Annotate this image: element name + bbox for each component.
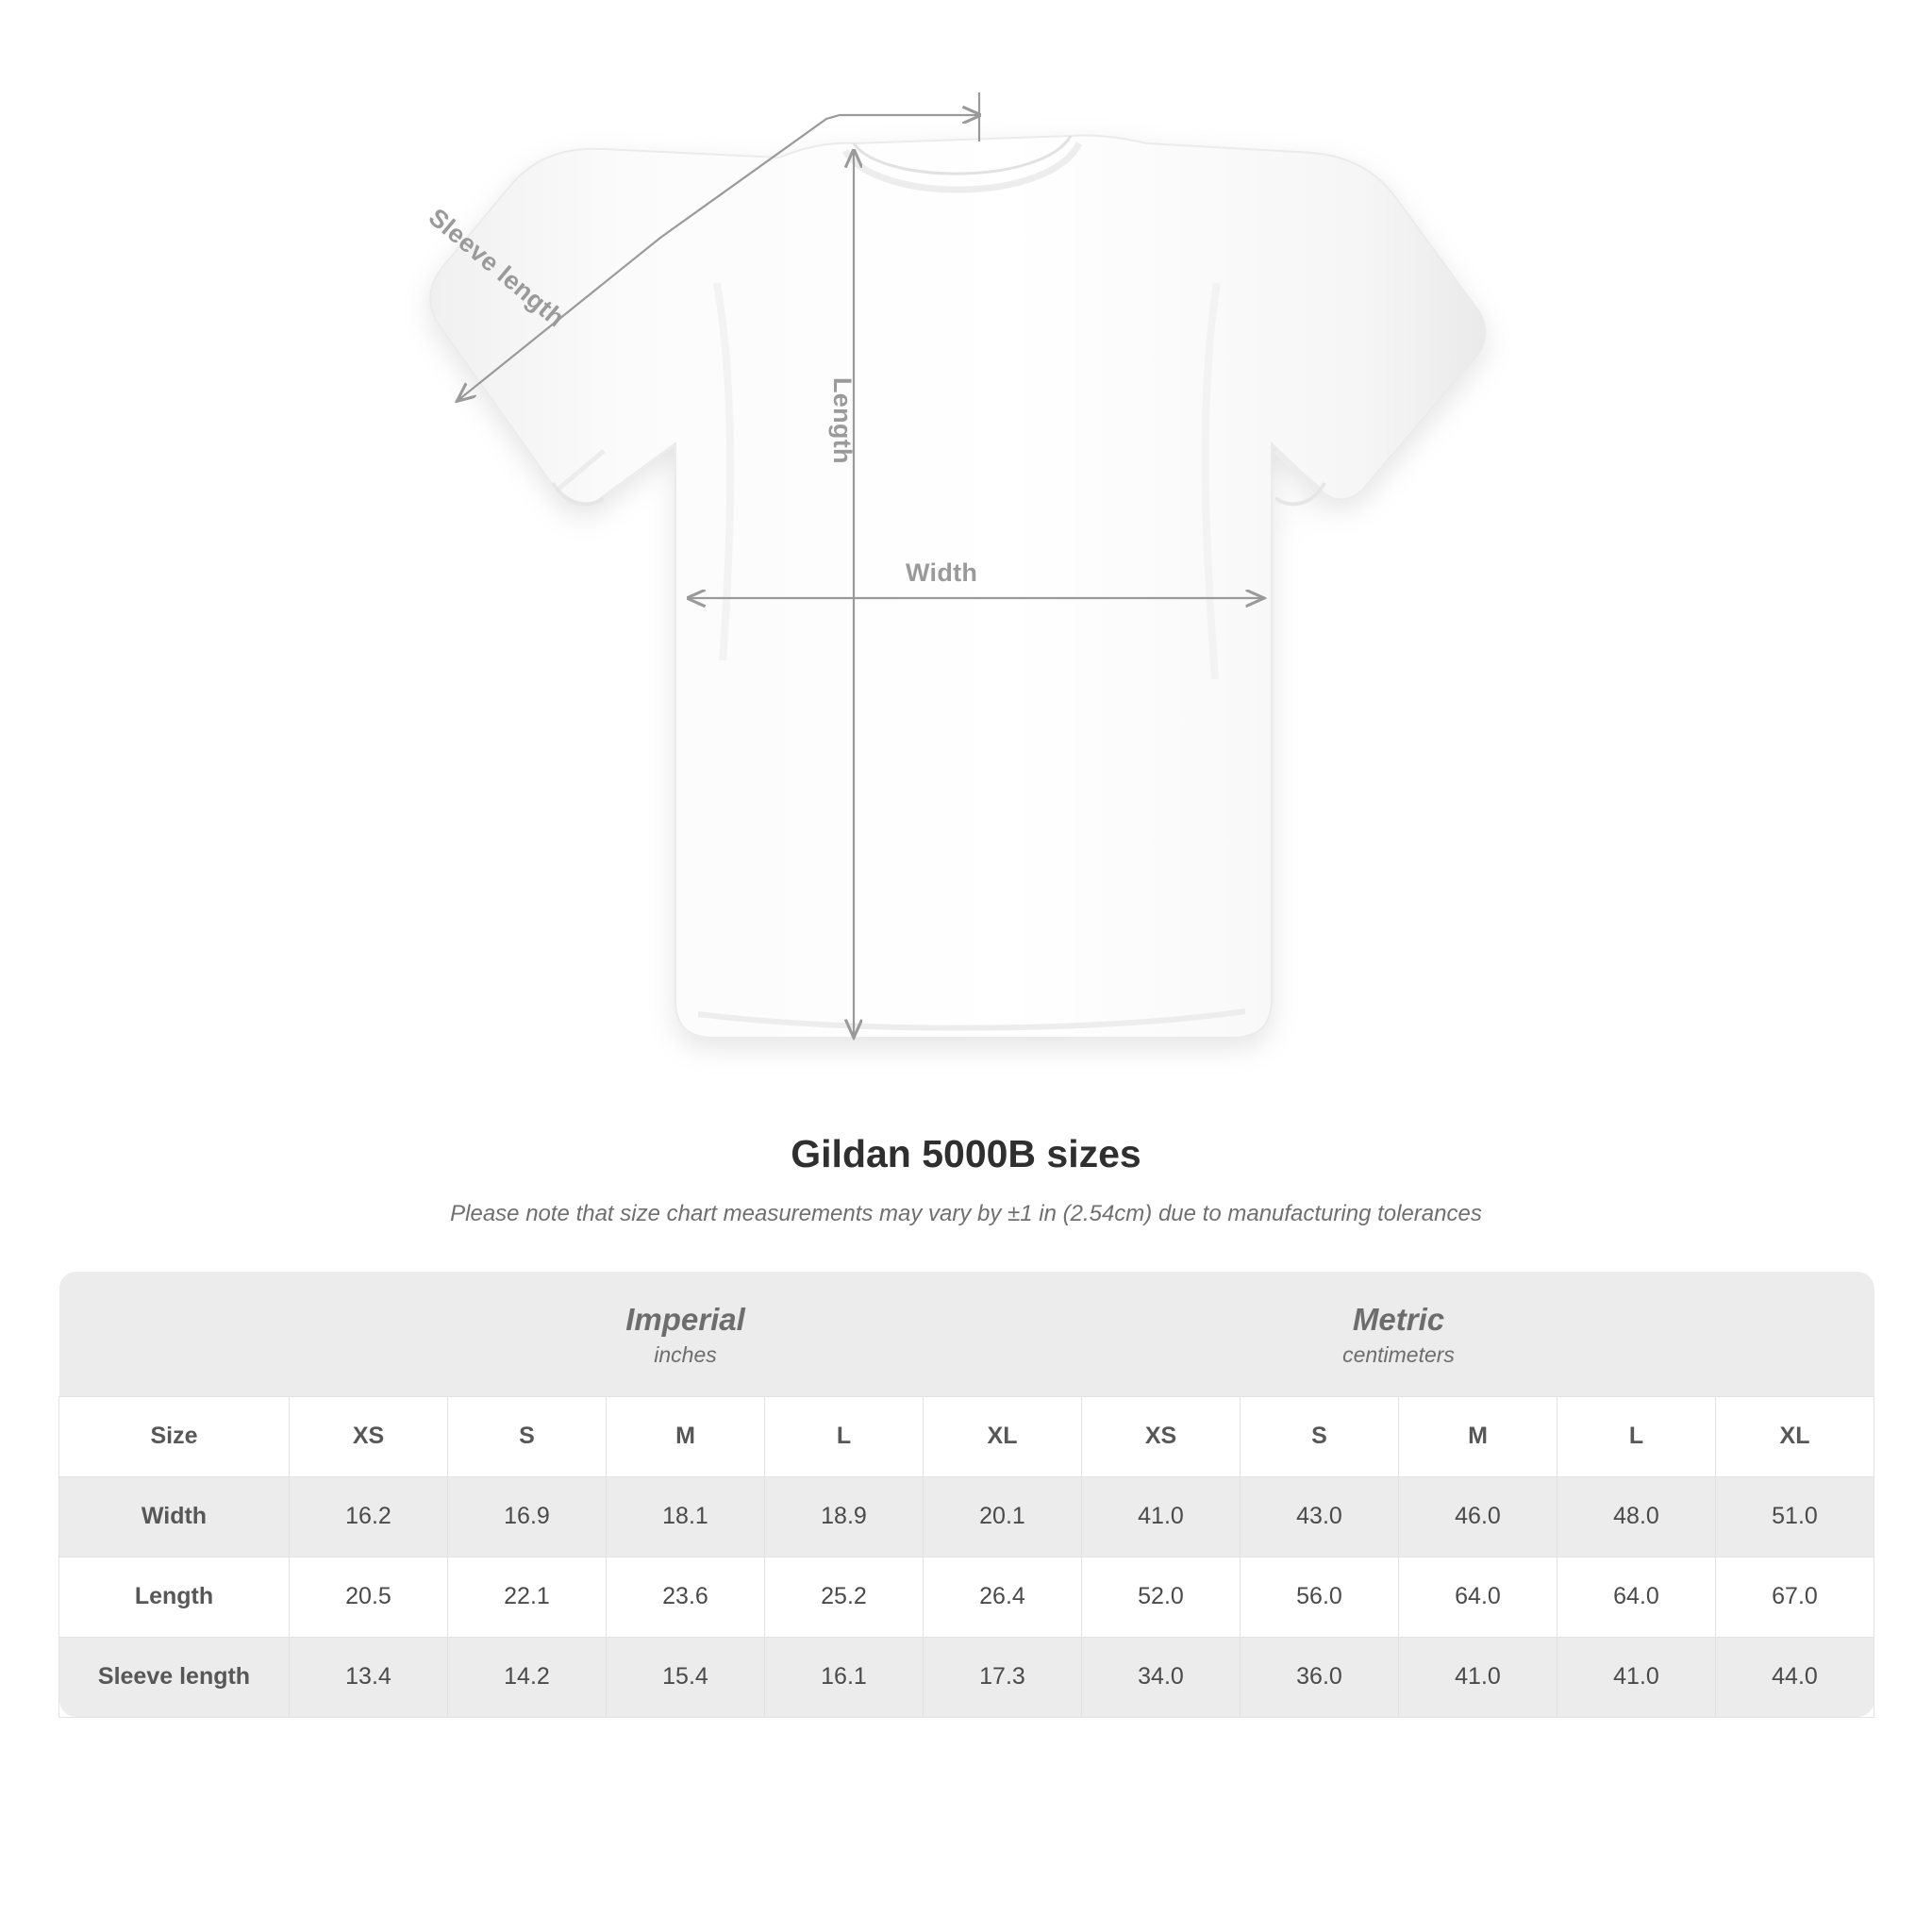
cell-width-metric-xs: 41.0: [1082, 1476, 1241, 1557]
cell-sleeve-metric-xl: 44.0: [1716, 1637, 1874, 1717]
cell-length-imperial-l: 25.2: [765, 1557, 924, 1637]
cell-length-imperial-s: 22.1: [448, 1557, 607, 1637]
cell-sleeve-metric-m: 41.0: [1399, 1637, 1557, 1717]
cell-width-metric-s: 43.0: [1241, 1476, 1399, 1557]
size-header-row: [59, 1396, 1874, 1476]
cell-length-metric-s: 56.0: [1241, 1557, 1399, 1637]
size-header-metric-xs: XS: [1082, 1396, 1241, 1476]
cell-length-metric-xl: 67.0: [1716, 1557, 1874, 1637]
cell-width-imperial-s: 16.9: [448, 1476, 607, 1557]
cell-width-metric-xl: 51.0: [1716, 1476, 1874, 1557]
cell-sleeve-metric-xs: 34.0: [1082, 1637, 1241, 1717]
cell-length-imperial-m: 23.6: [607, 1557, 765, 1637]
size-header-imperial-xl: XL: [924, 1396, 1082, 1476]
unit-group-metric: [1082, 1272, 1716, 1396]
cell-length-metric-xs: 52.0: [1082, 1557, 1241, 1637]
table-row: [59, 1557, 1874, 1637]
size-header-metric-m: M: [1399, 1396, 1557, 1476]
size-header-imperial-xs: XS: [290, 1396, 448, 1476]
chart-heading: [0, 1132, 1932, 1227]
size-table: [58, 1272, 1874, 1718]
cell-width-metric-m: 46.0: [1399, 1476, 1557, 1557]
row-label-sleeve-length: Sleeve length: [59, 1637, 290, 1717]
cell-sleeve-imperial-s: 14.2: [448, 1637, 607, 1717]
size-header-imperial-m: M: [607, 1396, 765, 1476]
row-label-width: Width: [59, 1476, 290, 1557]
tolerance-note: Please note that size chart measurements may vary by ±1 in (2.54cm) due to manufacturing tolerances: [450, 1201, 1482, 1226]
unit-spacer-cell: [59, 1272, 290, 1396]
cell-length-imperial-xs: 20.5: [290, 1557, 448, 1637]
table-row: [59, 1476, 1874, 1557]
unit-spacer-cell: [1716, 1272, 1874, 1396]
size-header-imperial-l: L: [765, 1396, 924, 1476]
cell-sleeve-imperial-l: 16.1: [765, 1637, 924, 1717]
cell-length-metric-m: 64.0: [1399, 1557, 1557, 1637]
cell-width-imperial-l: 18.9: [765, 1476, 924, 1557]
unit-system-name: Metric: [1352, 1302, 1445, 1337]
unit-system-row: [59, 1272, 1874, 1396]
unit-name: inches: [654, 1342, 717, 1368]
sleeve-dimension-label: Sleeve length: [423, 203, 571, 333]
cell-length-metric-l: 64.0: [1557, 1557, 1716, 1637]
cell-width-imperial-xs: 16.2: [290, 1476, 448, 1557]
unit-group-imperial: [290, 1272, 1082, 1396]
size-header-imperial-s: S: [448, 1396, 607, 1476]
row-label-length: Length: [59, 1557, 290, 1637]
size-header-metric-l: L: [1557, 1396, 1716, 1476]
cell-width-metric-l: 48.0: [1557, 1476, 1716, 1557]
unit-name: centimeters: [1342, 1342, 1455, 1368]
cell-length-imperial-xl: 26.4: [924, 1557, 1082, 1637]
size-header-metric-s: S: [1241, 1396, 1399, 1476]
length-dimension-label: Length: [828, 377, 857, 464]
cell-width-imperial-m: 18.1: [607, 1476, 765, 1557]
page-title: Gildan 5000B sizes: [791, 1132, 1141, 1175]
cell-sleeve-metric-s: 36.0: [1241, 1637, 1399, 1717]
width-dimension-label: Width: [906, 558, 978, 587]
unit-system-name: Imperial: [625, 1302, 745, 1337]
cell-sleeve-metric-l: 41.0: [1557, 1637, 1716, 1717]
size-column-header: Size: [59, 1396, 290, 1476]
cell-sleeve-imperial-m: 15.4: [607, 1637, 765, 1717]
cell-sleeve-imperial-xl: 17.3: [924, 1637, 1082, 1717]
size-table-container: [58, 1272, 1874, 1718]
cell-width-imperial-xl: 20.1: [924, 1476, 1082, 1557]
size-header-metric-xl: XL: [1716, 1396, 1874, 1476]
table-row: [59, 1637, 1874, 1717]
cell-sleeve-imperial-xs: 13.4: [290, 1637, 448, 1717]
